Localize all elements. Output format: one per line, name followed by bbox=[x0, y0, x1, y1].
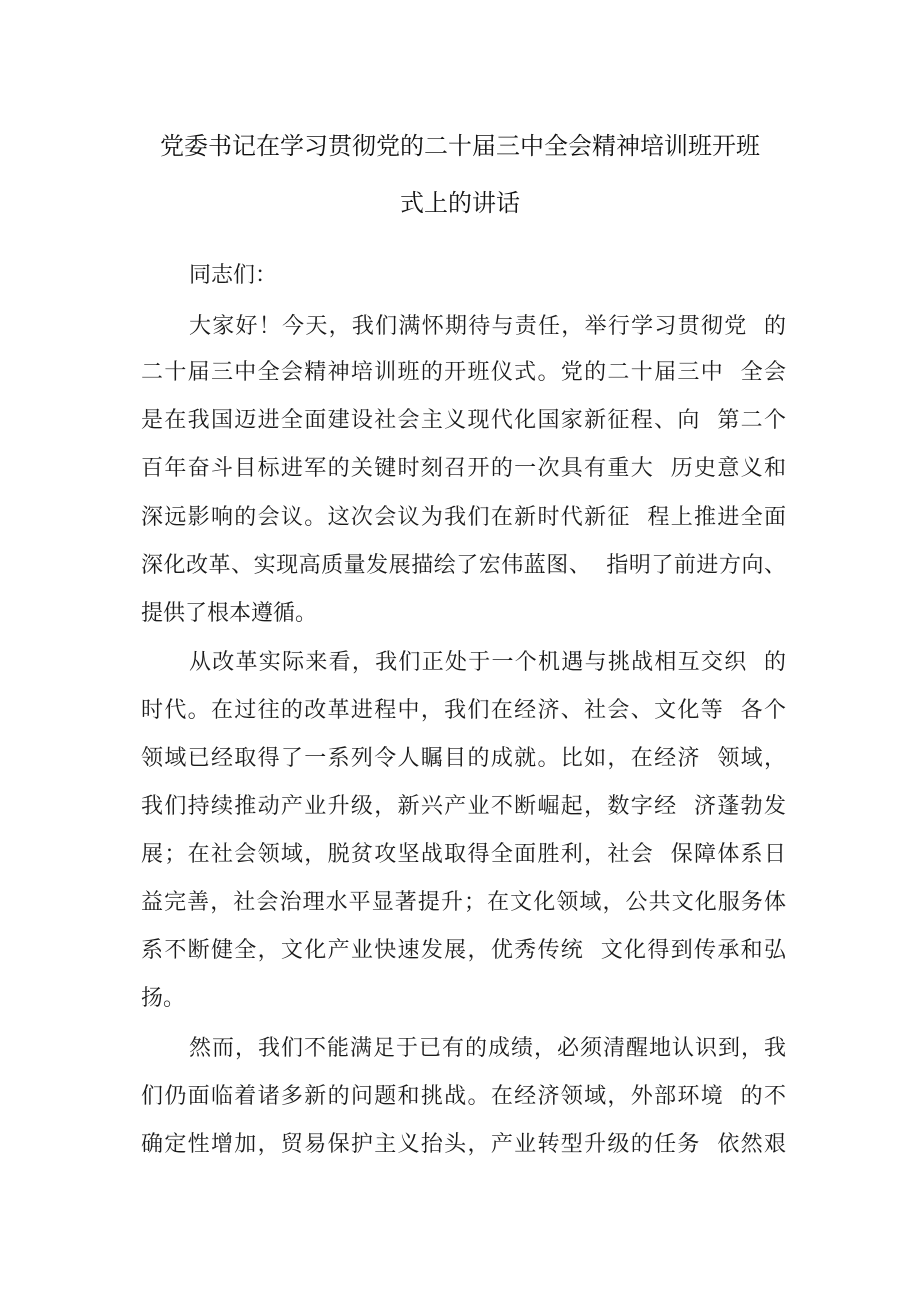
body-line: 我们持续推动产业升级，新兴产业不断崛起，数字经 济蓬勃发 bbox=[141, 794, 786, 819]
body-line: 确定性增加，贸易保护主义抬头，产业转型升级的任务 依然艰 bbox=[141, 1132, 786, 1157]
body-line: 提供了根本遵循。 bbox=[141, 601, 318, 626]
document-title-line-1: 党委书记在学习贯彻党的二十届三中全会精神培训班开班 bbox=[160, 132, 760, 160]
body-line: 是在我国迈进全面建设社会主义现代化国家新征程、向 第二个 bbox=[141, 408, 786, 433]
body-line: 百年奋斗目标进军的关键时刻召开的一次具有重大 历史意义和 bbox=[141, 456, 786, 481]
body-line: 时代。在过往的改革进程中，我们在经济、社会、文化等 各个 bbox=[141, 698, 786, 723]
document-title-line-2: 式上的讲话 bbox=[400, 189, 520, 217]
body-line: 们仍面临着诸多新的问题和挑战。在经济领域，外部环境 的不 bbox=[141, 1084, 786, 1109]
body-line: 领域已经取得了一系列令人瞩目的成就。比如，在经济 领域， bbox=[141, 746, 786, 771]
body-line: 展；在社会领域，脱贫攻坚战取得全面胜利，社会 保障体系日 bbox=[141, 842, 786, 867]
body-line: 系不断健全，文化产业快速发展，优秀传统 文化得到传承和弘 bbox=[141, 938, 786, 963]
body-line: 二十届三中全会精神培训班的开班仪式。党的二十届三中 全会 bbox=[141, 360, 786, 385]
body-line: 深远影响的会议。这次会议为我们在新时代新征 程上推进全面 bbox=[141, 505, 786, 530]
body-line: 从改革实际来看，我们正处于一个机遇与挑战相互交织 的 bbox=[189, 650, 786, 675]
body-line: 扬。 bbox=[141, 986, 186, 1011]
body-line: 大家好！今天，我们满怀期待与责任，举行学习贯彻党 的 bbox=[189, 314, 786, 339]
body-line: 益完善，社会治理水平显著提升；在文化领域，公共文化服务体 bbox=[141, 890, 786, 915]
body-line: 然而，我们不能满足于已有的成绩，必须清醒地认识到，我 bbox=[189, 1036, 786, 1061]
body-line: 深化改革、实现高质量发展描绘了宏伟蓝图、 指明了前进方向、 bbox=[141, 553, 786, 578]
salutation: 同志们： bbox=[189, 263, 278, 288]
